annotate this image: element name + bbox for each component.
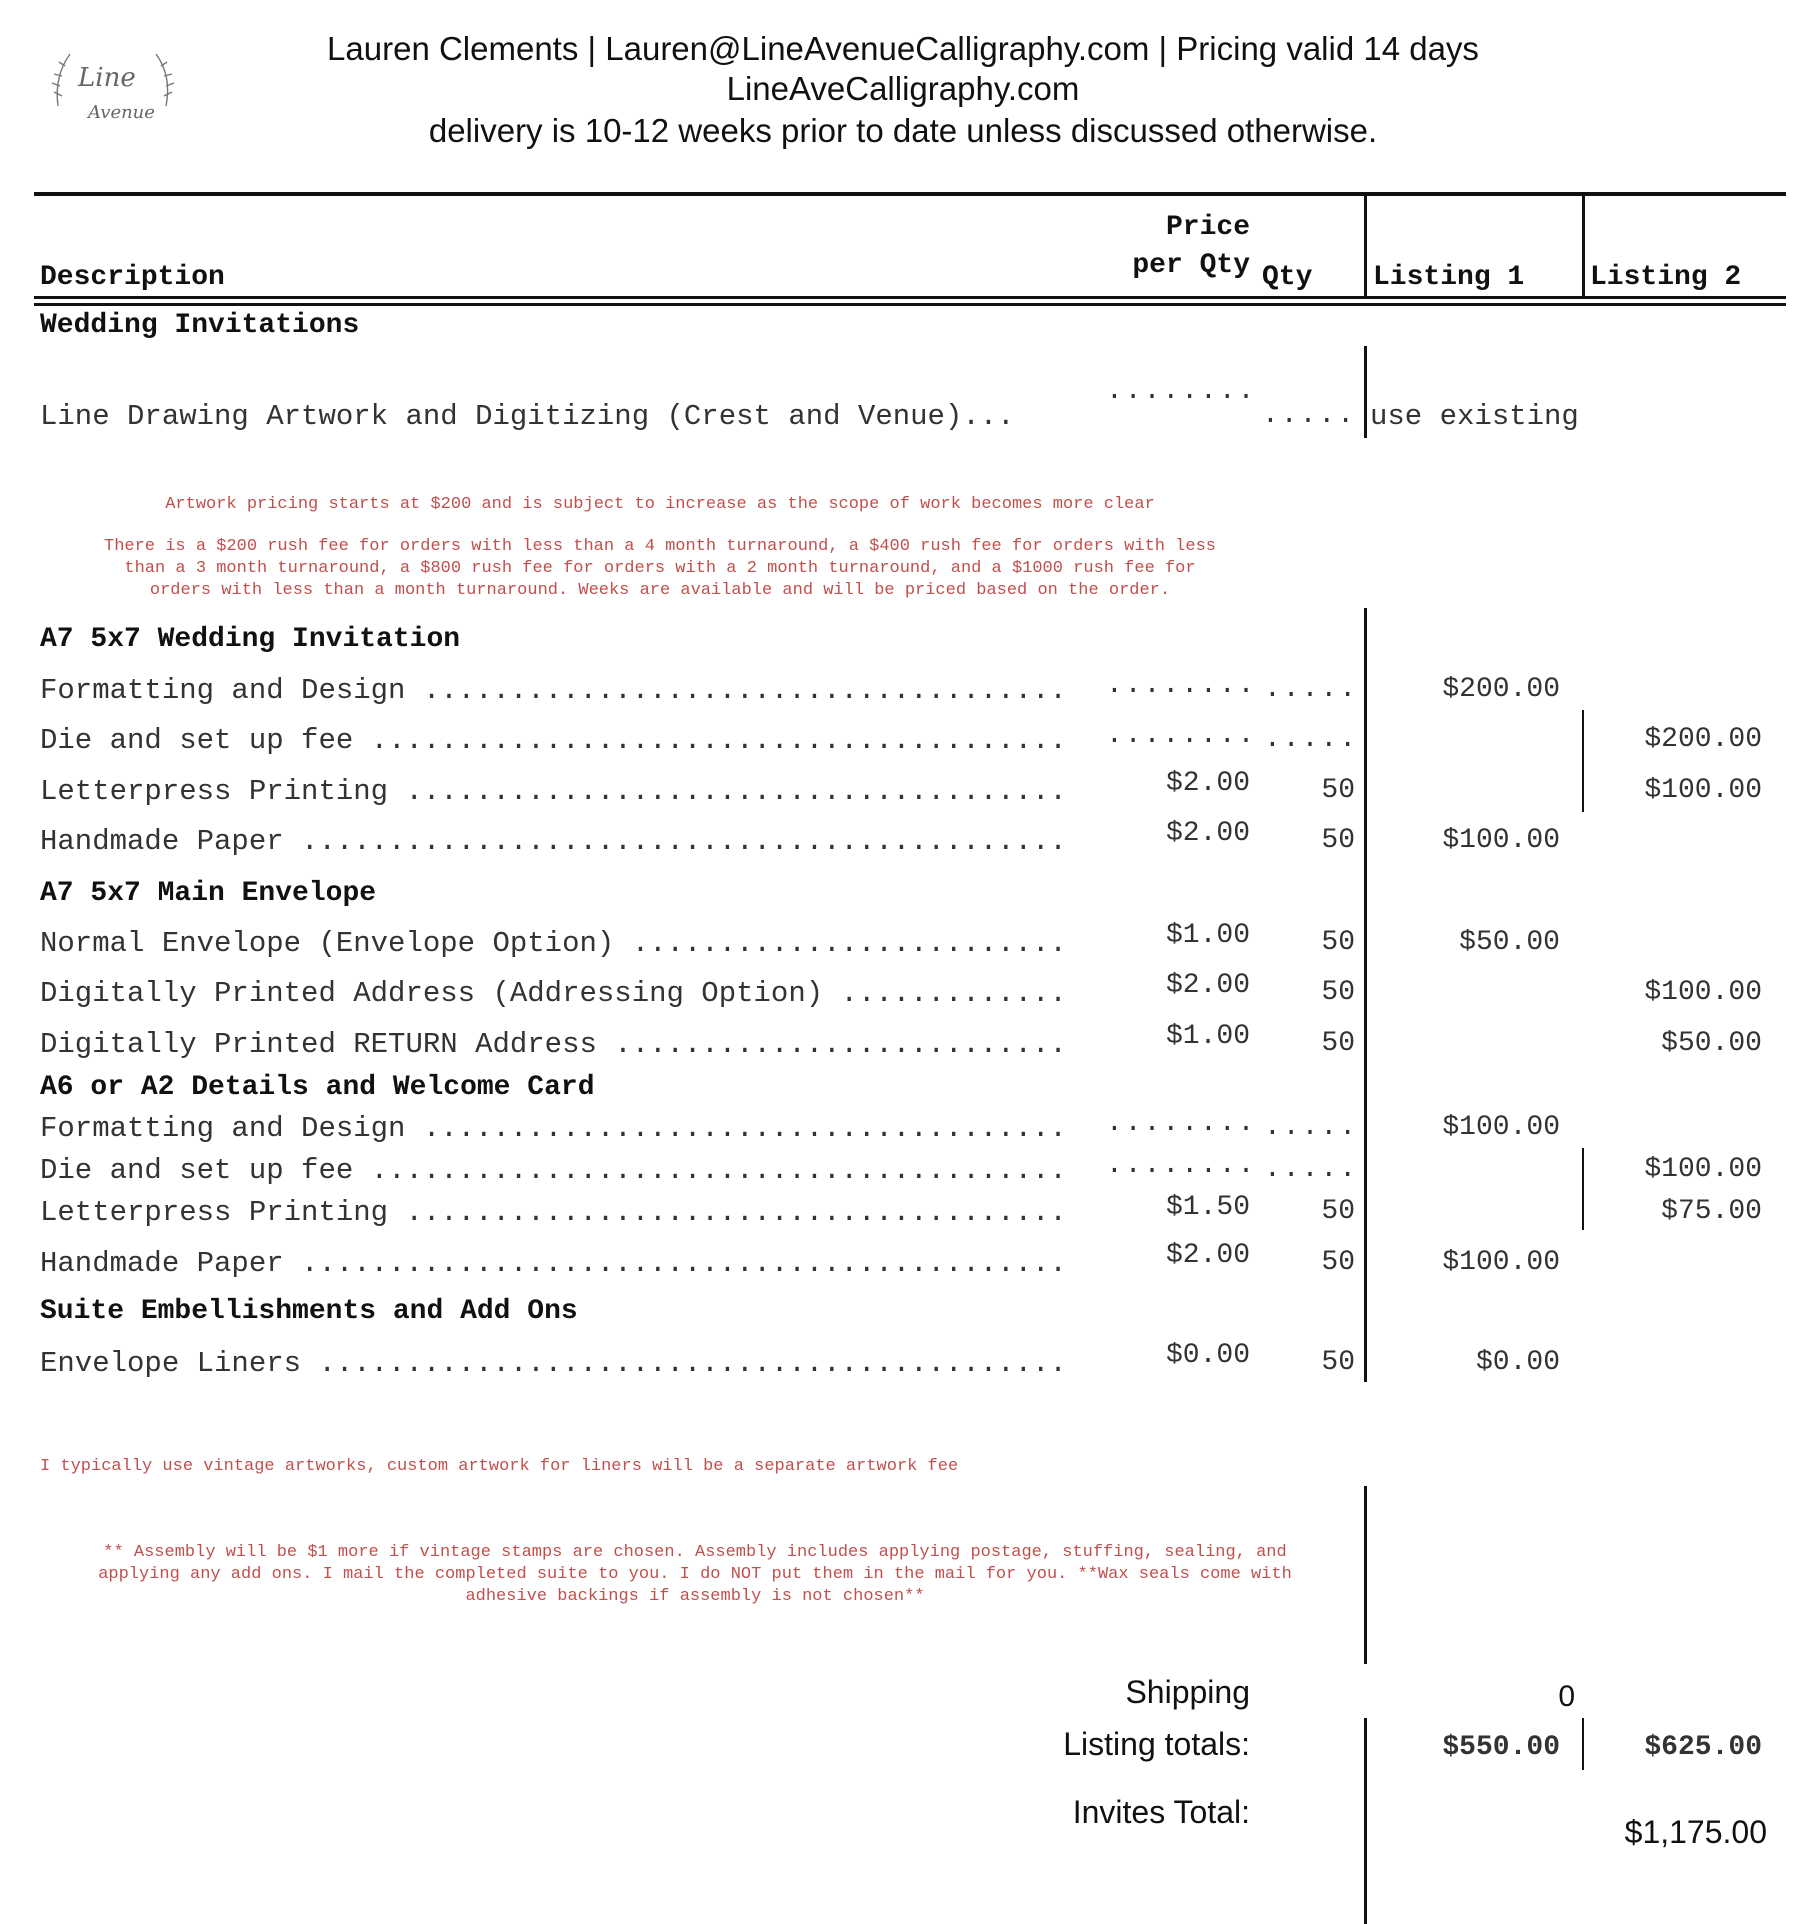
row-card-letterpress-qty: 50 <box>1321 1196 1355 1227</box>
row-inv-paper-listing1: $100.00 <box>1442 825 1560 856</box>
row-liners-qty: 50 <box>1321 1347 1355 1378</box>
row-card-format-price-dots: ........ <box>1106 1108 1257 1139</box>
note-liners: I typically use vintage artworks, custom artwork for liners will be a separate artwork fee <box>40 1457 959 1476</box>
row-card-letterpress-listing2: $75.00 <box>1661 1196 1762 1227</box>
column-divider <box>1364 346 1367 438</box>
row-inv-letterpress-qty: 50 <box>1321 775 1355 806</box>
listing2-header-divider <box>1582 194 1585 296</box>
totals-divider <box>1364 1718 1367 1924</box>
listing2-total: $625.00 <box>1644 1732 1762 1763</box>
row-card-paper-listing1: $100.00 <box>1442 1247 1560 1278</box>
row-card-format-listing1: $100.00 <box>1442 1112 1560 1143</box>
totals-listing2-divider <box>1582 1718 1584 1770</box>
row-inv-format-price-dots: ........ <box>1106 670 1257 701</box>
note-rush-fee: There is a $200 rush fee for orders with less than a 4 month turnaround, a $400 rush fee for orders with less than a 3 month turnaround, a $800 rush fee for orders with a 2 month turnaround, and a $1000 rush fee for orders with less than a month turnaround. Weeks are available and will be priced based on the order. <box>104 537 1216 600</box>
row-env-return-price: $1.00 <box>1165 1021 1250 1052</box>
row-env-address-price: $2.00 <box>1165 970 1250 1001</box>
table-top-rule <box>34 192 1786 196</box>
logo-text-avenue: Avenue <box>88 102 155 123</box>
row-card-letterpress-desc: Letterpress Printing ..... <box>40 1196 1070 1229</box>
col-price-line1: Price <box>1165 212 1250 243</box>
header-contact-line: Lauren Clements | Lauren@LineAvenueCalligraphy.com | Pricing valid 14 days <box>327 30 1479 67</box>
row-inv-format-listing1: $200.00 <box>1442 674 1560 705</box>
row-env-address-listing2: $100.00 <box>1644 977 1762 1008</box>
listing2-divider <box>1582 710 1584 812</box>
shipping-value: 0 <box>1558 1680 1575 1713</box>
row-inv-paper-qty: 50 <box>1321 825 1355 856</box>
section-a7-envelope: A7 5x7 Main Envelope <box>40 878 377 909</box>
row-inv-die-desc: Die and set up fee ..... <box>40 724 1070 757</box>
header-rule-1 <box>34 296 1786 299</box>
listing2-divider <box>1582 1148 1584 1230</box>
row-artwork-listing1: use existing <box>1370 400 1579 433</box>
listing-totals-label: Listing totals: <box>1063 1726 1250 1762</box>
column-divider <box>1364 1486 1367 1664</box>
row-inv-letterpress-listing2: $100.00 <box>1644 775 1762 806</box>
row-inv-format-desc: Formatting and Design ..... <box>40 674 1070 707</box>
section-wedding-invitations: Wedding Invitations <box>40 310 360 341</box>
row-artwork-price-dots: ........ <box>1106 376 1257 407</box>
row-env-return-desc: Digitally Printed RETURN Address ..... <box>40 1028 1070 1061</box>
listing1-total: $550.00 <box>1442 1732 1560 1763</box>
invites-total-value: $1,175.00 <box>1624 1814 1767 1850</box>
row-card-paper-price: $2.00 <box>1165 1240 1250 1271</box>
row-inv-die-qty-dots: ..... <box>1264 724 1359 755</box>
col-price-line2: per Qty <box>1132 250 1250 281</box>
row-env-normal-desc: Normal Envelope (Envelope Option) ..... <box>40 927 1070 960</box>
section-a6-card: A6 or A2 Details and Welcome Card <box>40 1072 595 1103</box>
row-liners-listing1: $0.00 <box>1475 1347 1560 1378</box>
row-card-die-qty-dots: ..... <box>1264 1154 1359 1185</box>
row-env-address-desc: Digitally Printed Address (Addressing Option) ..... <box>40 977 1070 1010</box>
listing1-header-divider <box>1364 194 1367 296</box>
row-inv-paper-desc: Handmade Paper ..... <box>40 825 1070 858</box>
col-listing2: Listing 2 <box>1590 262 1742 293</box>
row-artwork-desc: Line Drawing Artwork and Digitizing (Crest and Venue)... <box>40 400 1015 433</box>
section-embellishments: Suite Embellishments and Add Ons <box>40 1296 578 1327</box>
header-website: LineAveCalligraphy.com <box>726 70 1080 107</box>
row-card-letterpress-price: $1.50 <box>1165 1192 1250 1223</box>
row-card-die-price-dots: ........ <box>1106 1150 1257 1181</box>
row-env-normal-qty: 50 <box>1321 927 1355 958</box>
row-artwork-qty-dots: ..... <box>1262 400 1357 431</box>
row-card-format-qty-dots: ..... <box>1264 1112 1359 1143</box>
column-divider <box>1364 608 1367 1382</box>
row-inv-die-price-dots: ........ <box>1106 720 1257 751</box>
row-inv-die-listing2: $200.00 <box>1644 724 1762 755</box>
row-env-address-qty: 50 <box>1321 977 1355 1008</box>
row-card-format-desc: Formatting and Design ..... <box>40 1112 1070 1145</box>
row-card-paper-desc: Handmade Paper ..... <box>40 1247 1070 1280</box>
invites-total-label: Invites Total: <box>1072 1794 1250 1830</box>
col-qty: Qty <box>1262 262 1313 293</box>
row-env-return-qty: 50 <box>1321 1028 1355 1059</box>
section-a7-invitation: A7 5x7 Wedding Invitation <box>40 624 461 655</box>
row-card-paper-qty: 50 <box>1321 1247 1355 1278</box>
row-inv-letterpress-desc: Letterpress Printing ..... <box>40 775 1070 808</box>
header-rule-2 <box>34 303 1786 306</box>
row-inv-format-qty-dots: ..... <box>1264 674 1359 705</box>
shipping-label: Shipping <box>1125 1674 1250 1710</box>
note-artwork-pricing: Artwork pricing starts at $200 and is subject to increase as the scope of work becomes more clear <box>165 495 1155 514</box>
row-env-normal-listing1: $50.00 <box>1459 927 1560 958</box>
row-inv-paper-price: $2.00 <box>1165 818 1250 849</box>
col-description: Description <box>40 262 225 293</box>
row-liners-desc: Envelope Liners ..... <box>40 1347 1070 1380</box>
row-inv-letterpress-price: $2.00 <box>1165 768 1250 799</box>
row-card-die-desc: Die and set up fee ..... <box>40 1154 1070 1187</box>
row-env-return-listing2: $50.00 <box>1661 1028 1762 1059</box>
header-delivery-note: delivery is 10-12 weeks prior to date unless discussed otherwise. <box>428 112 1378 149</box>
row-env-normal-price: $1.00 <box>1165 920 1250 951</box>
row-liners-price: $0.00 <box>1165 1340 1250 1371</box>
row-card-die-listing2: $100.00 <box>1644 1154 1762 1185</box>
col-listing1: Listing 1 <box>1373 262 1525 293</box>
note-assembly: ** Assembly will be $1 more if vintage stamps are chosen. Assembly includes applying postage, stuffing, sealing, and applying any add ons. I mail the completed suite to you. I do NOT put them in the mail for you. **Wax seals come with adhesive backings if assembly is not chosen** <box>98 1543 1292 1606</box>
logo-text-line: Line <box>78 63 136 93</box>
